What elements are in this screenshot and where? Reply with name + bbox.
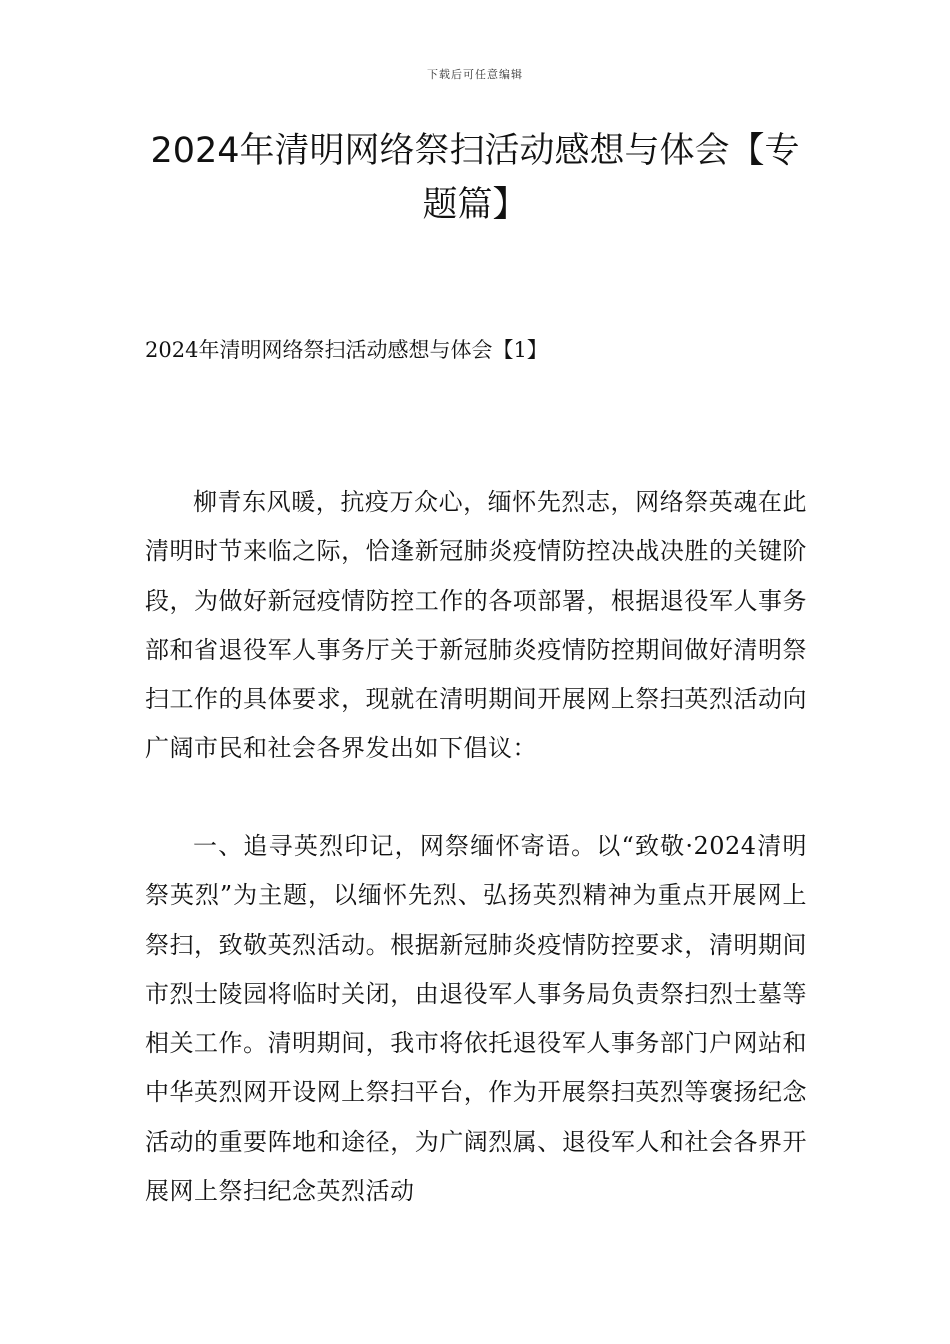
body-paragraph: 柳青东风暖，抗疫万众心，缅怀先烈志，网络祭英魂在此清明时节来临之际，恰逢新冠肺炎疫情防控决战决胜的关键阶段，为做好新冠疫情防控工作的各项部署，根据退役军人事务部和省退役军人事务厅关于新冠肺炎疫情防控期间做好清明祭扫工作的具体要求，现就在清明期间开展网上祭扫英烈活动向广阔市民和社会各界发出如下倡议： [145, 488, 807, 763]
section-heading: 2024年清明网络祭扫活动感想与体会【1】 [145, 338, 548, 362]
body-paragraph: 一、追寻英烈印记，网祭缅怀寄语。以“致敬·2024清明祭英烈”为主题，以缅怀先烈、弘扬英烈精神为重点开展网上祭扫，致敬英烈活动。根据新冠肺炎疫情防控要求，清明期间市烈士陵园将临时关闭，由退役军人事务局负责祭扫烈士墓等相关工作。清明期间，我市将依托退役军人事务部门户网站和中华英烈网开设网上祭扫平台，作为开展祭扫英烈等褒扬纪念活动的重要阵地和途径，为广阔烈属、退役军人和社会各界开展网上祭扫纪念英烈活动 [145, 832, 807, 1206]
header-note: 下载后可任意编辑 [427, 68, 523, 81]
document-title: 2024年清明网络祭扫活动感想与体会【专题篇】 [150, 131, 800, 225]
